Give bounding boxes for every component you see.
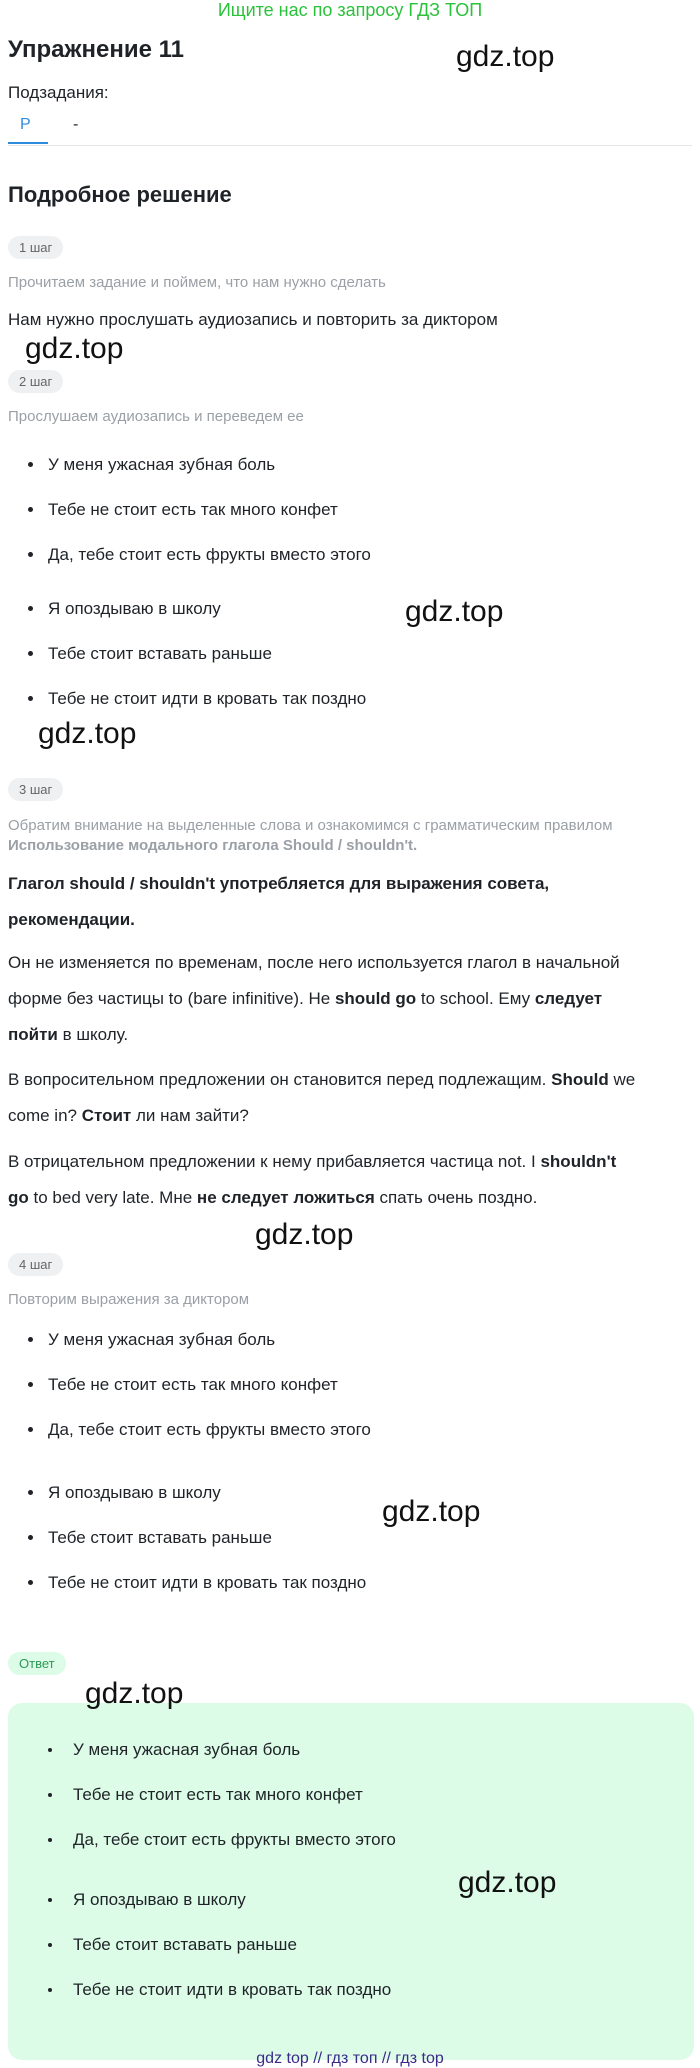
list-item: Я опоздываю в школу <box>8 1470 694 1515</box>
answer-box <box>8 1703 694 2060</box>
step-2-label: 2 шаг <box>8 370 63 393</box>
watermark: gdz.top <box>456 40 555 73</box>
list-item: Тебе не стоит идти в кровать так поздно <box>8 1967 694 2012</box>
subtasks-label: Подзадания: <box>8 83 109 102</box>
phrase-list <box>8 1470 694 1605</box>
bullet-icon <box>28 1427 33 1432</box>
watermark: gdz.top <box>25 332 124 365</box>
footer: gdz top // гдз топ // гдз top <box>256 2050 444 2067</box>
bullet-icon <box>48 1898 52 1902</box>
bullet-icon <box>28 552 33 557</box>
bullet-icon <box>28 1382 33 1387</box>
grammar-paragraph-2: Он не изменяется по временам, после него используется глагол в начальной форме без частицы to (bare infinitive). He should go to school. Ему следует пойти в школу. <box>8 953 620 1044</box>
tab-r[interactable]: Р <box>20 116 31 133</box>
bullet-icon <box>48 1943 52 1947</box>
list-item: Тебе не стоит идти в кровать так поздно <box>8 676 694 721</box>
list-item: Я опоздываю в школу <box>8 1877 694 1922</box>
answer-list-b <box>8 1877 694 2012</box>
step-badge <box>8 778 63 801</box>
list-item: Тебе не стоит есть так много конфет <box>8 487 694 532</box>
list-item: Тебе не стоит есть так много конфет <box>8 1772 694 1817</box>
bullet-icon <box>48 1793 52 1797</box>
bullet-icon <box>48 1748 52 1752</box>
step-badge <box>8 1253 63 1276</box>
bullet-icon <box>28 1535 33 1540</box>
bullet-icon <box>28 1580 33 1585</box>
grammar-paragraph-1: Глагол should / shouldn't употребляется для выражения совета, рекомендации. <box>8 874 550 929</box>
watermark: gdz.top <box>255 1218 354 1251</box>
list-item: Тебе стоит вставать раньше <box>8 1922 694 1967</box>
step-1-hint: Прочитаем задание и поймем, что нам нужно сделать <box>8 274 386 291</box>
step-badge <box>8 370 63 393</box>
watermark: gdz.top <box>382 1495 481 1528</box>
bullet-icon <box>28 462 33 467</box>
answer-badge <box>8 1652 66 1675</box>
phrase-list <box>8 442 694 577</box>
watermark: gdz.top <box>85 1677 184 1710</box>
list-item: Тебе стоит вставать раньше <box>8 631 694 676</box>
watermark: gdz.top <box>38 717 137 750</box>
top-banner: Ищите нас по запросу ГДЗ ТОП <box>217 0 483 20</box>
bullet-icon <box>28 606 33 611</box>
list-item: Тебе не стоит идти в кровать так поздно <box>8 1560 694 1605</box>
step-badge <box>8 236 63 259</box>
tab-dash[interactable]: - <box>73 116 79 133</box>
tab-active-indicator <box>8 142 48 144</box>
phrase-list <box>8 1317 694 1452</box>
bullet-icon <box>28 1490 33 1495</box>
phrase-list <box>8 586 694 721</box>
section-title: Подробное решение <box>8 182 232 207</box>
bullet-icon <box>48 1838 52 1842</box>
step-3-label: 3 шаг <box>8 778 63 801</box>
rule-title: Использование модального глагола Should / shouldn't. <box>8 837 418 854</box>
bullet-icon <box>28 651 33 656</box>
step-1-text: Нам нужно прослушать аудиозапись и повторить за диктором <box>8 310 498 329</box>
list-item: Да, тебе стоит есть фрукты вместо этого <box>8 1817 694 1862</box>
bullet-icon <box>28 696 33 701</box>
list-item: Тебе не стоит есть так много конфет <box>8 1362 694 1407</box>
list-item: Я опоздываю в школу <box>8 586 694 631</box>
grammar-paragraph-3: В вопросительном предложении он становится перед подлежащим. Should we come in? Стоит ли нам зайти? <box>8 1070 636 1125</box>
step-3-hint: Обратим внимание на выделенные слова и ознакомимся с грамматическим правилом <box>8 817 613 834</box>
step-4-hint: Повторим выражения за диктором <box>8 1291 250 1308</box>
watermark: gdz.top <box>458 1866 557 1899</box>
list-item: Тебе стоит вставать раньше <box>8 1515 694 1560</box>
list-item: У меня ужасная зубная боль <box>8 1727 694 1772</box>
watermark: gdz.top <box>405 595 504 628</box>
page-title: Упражнение 11 <box>8 36 185 63</box>
step-1-label: 1 шаг <box>8 236 63 259</box>
answer-label: Ответ <box>8 1652 66 1675</box>
list-item: Да, тебе стоит есть фрукты вместо этого <box>8 532 694 577</box>
step-2-hint: Прослушаем аудиозапись и переведем ее <box>8 408 304 425</box>
list-item: У меня ужасная зубная боль <box>8 442 694 487</box>
grammar-paragraph-4: В отрицательном предложении к нему прибавляется частица not. I shouldn't go to bed very late. Мне не следует ложиться спать очень поздно. <box>8 1152 617 1207</box>
step-4-label: 4 шаг <box>8 1253 63 1276</box>
divider <box>8 145 692 146</box>
bullet-icon <box>28 1337 33 1342</box>
answer-list-a <box>8 1727 694 1862</box>
list-item: У меня ужасная зубная боль <box>8 1317 694 1362</box>
list-item: Да, тебе стоит есть фрукты вместо этого <box>8 1407 694 1452</box>
bullet-icon <box>48 1988 52 1992</box>
bullet-icon <box>28 507 33 512</box>
